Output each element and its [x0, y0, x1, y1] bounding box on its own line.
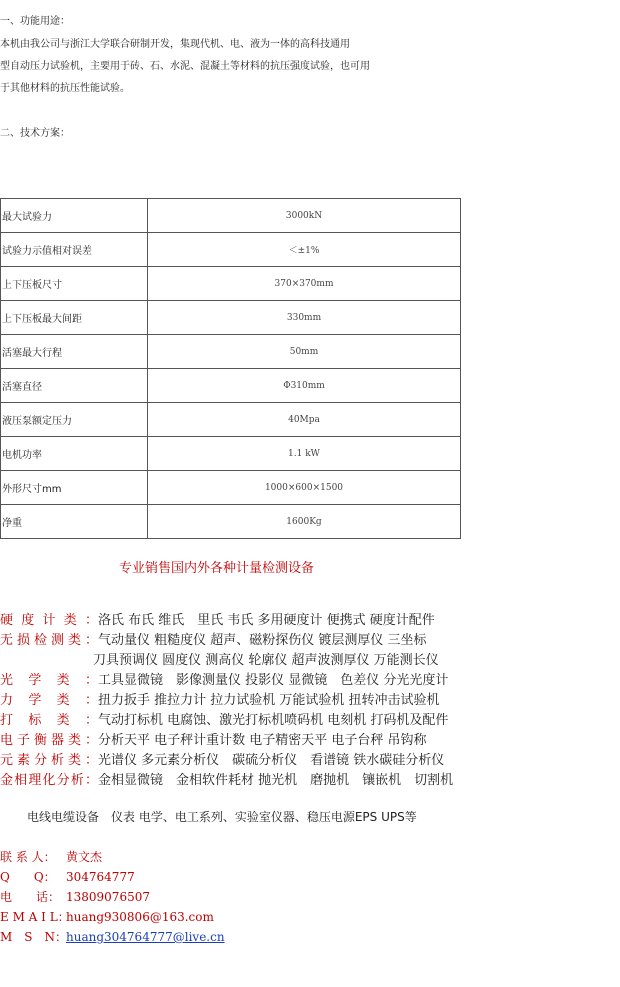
section-heading-purpose: 一、功能用途： — [0, 16, 70, 27]
table-row — [1, 369, 461, 403]
intro-line-2: 型自动压力试验机，主要用于砖、石、水泥、混凝土等材料的抗压强度试验，也可用 — [0, 61, 370, 72]
category-label: 电子衡器类： — [0, 733, 98, 748]
spec-value: 330mm — [148, 301, 461, 335]
category-label: 光学类： — [0, 673, 98, 688]
category-row — [0, 769, 453, 788]
spec-value: ＜±1% — [148, 233, 461, 267]
category-row — [0, 729, 427, 748]
intro-line-1: 本机由我公司与浙江大学联合研制开发，集现代机、电、液为一体的高科技通用 — [0, 39, 350, 50]
contact-value: 13809076507 — [66, 890, 150, 904]
spec-value: 1000×600×1500 — [148, 471, 461, 505]
spec-value: 40Mpa — [148, 403, 461, 437]
spec-value: 370×370mm — [148, 267, 461, 301]
contact-label: M S N： — [0, 930, 68, 944]
msn-link[interactable]: huang304764777@live.cn — [66, 930, 225, 944]
contact-person — [0, 848, 102, 865]
contact-qq — [0, 868, 135, 885]
spec-label: 试验力示值相对误差 — [1, 233, 148, 267]
spec-value: 3000kN — [148, 199, 461, 233]
contact-email — [0, 908, 214, 925]
table-row — [1, 233, 461, 267]
table-row — [1, 437, 461, 471]
contact-value: huang930806@163.com — [66, 910, 214, 924]
category-items: 扭力扳手 推拉力计 拉力试验机 万能试验机 扭转冲击试验机 — [98, 693, 440, 708]
contact-label: Q Q： — [0, 870, 56, 884]
category-label: 金相理化分析： — [0, 773, 98, 788]
other-products-line: 电线电缆设备 仪表 电学、电工系列、实验室仪器、稳压电源EPS UPS等 — [27, 810, 417, 824]
category-row — [0, 669, 448, 688]
category-label: 硬度计类： — [0, 613, 98, 628]
category-label: 元素分析类： — [0, 753, 98, 768]
spec-label: 上下压板最大间距 — [1, 301, 148, 335]
table-row — [1, 267, 461, 301]
spec-label: 液压泵额定压力 — [1, 403, 148, 437]
spec-label: 上下压板尺寸 — [1, 267, 148, 301]
section-heading-tech: 二、技术方案： — [0, 128, 70, 139]
contact-value: 黄文杰 — [66, 850, 103, 864]
table-row — [1, 505, 461, 539]
contact-msn — [0, 928, 225, 945]
category-items: 刀具预调仪 圆度仪 测高仪 轮廓仪 超声波测厚仪 万能测长仪 — [93, 653, 439, 668]
contact-value: 304764777 — [66, 870, 135, 884]
table-row — [1, 403, 461, 437]
contact-label: 联 系 人： — [0, 850, 56, 864]
table-row — [1, 301, 461, 335]
spec-value: 1.1 kW — [148, 437, 461, 471]
category-row — [0, 709, 448, 728]
spec-label: 电机功率 — [1, 437, 148, 471]
table-row — [1, 471, 461, 505]
category-items: 光谱仪 多元素分析仪 碳硫分析仪 看谱镜 铁水碳硅分析仪 — [98, 753, 445, 768]
spec-value: Φ310mm — [148, 369, 461, 403]
spec-label: 活塞最大行程 — [1, 335, 148, 369]
category-row — [0, 749, 444, 768]
category-label: 力学类： — [0, 693, 98, 708]
table-row — [1, 335, 461, 369]
spec-value: 1600Kg — [148, 505, 461, 539]
table-row — [1, 199, 461, 233]
spec-value: 50mm — [148, 335, 461, 369]
category-label: 打标类： — [0, 713, 98, 728]
category-label: 无损检测类： — [0, 633, 98, 648]
intro-line-3: 于其他材料的抗压性能试验。 — [0, 83, 130, 94]
sales-slogan: 专业销售国内外各种计量检测设备 — [119, 561, 315, 576]
category-items: 洛氏 布氏 维氏 里氏 韦氏 多用硬度计 便携式 硬度计配件 — [98, 613, 435, 628]
category-items: 气动打标机 电腐蚀、激光打标机喷码机 电刻机 打码机及配件 — [98, 713, 449, 728]
spec-label: 净重 — [1, 505, 148, 539]
category-row — [0, 649, 439, 668]
spec-table — [0, 198, 461, 539]
category-row — [0, 689, 440, 708]
category-items: 气动量仪 粗糙度仪 超声、磁粉探伤仪 镀层测厚仪 三坐标 — [98, 633, 427, 648]
spec-label: 外形尺寸mm — [1, 471, 148, 505]
contact-label: 电 话： — [0, 890, 61, 904]
contact-label: E M A I L： — [0, 910, 70, 924]
contact-phone — [0, 888, 150, 905]
category-row — [0, 629, 427, 648]
category-items: 分析天平 电子秤计重计数 电子精密天平 电子台秤 吊钩称 — [98, 733, 427, 748]
spec-label: 活塞直径 — [1, 369, 148, 403]
category-row — [0, 609, 435, 628]
spec-label: 最大试验力 — [1, 199, 148, 233]
category-items: 工具显微镜 影像测量仪 投影仪 显微镜 色差仪 分光光度计 — [98, 673, 449, 688]
category-items: 金相显微镜 金相软件耗材 抛光机 磨抛机 镶嵌机 切割机 — [98, 773, 454, 788]
